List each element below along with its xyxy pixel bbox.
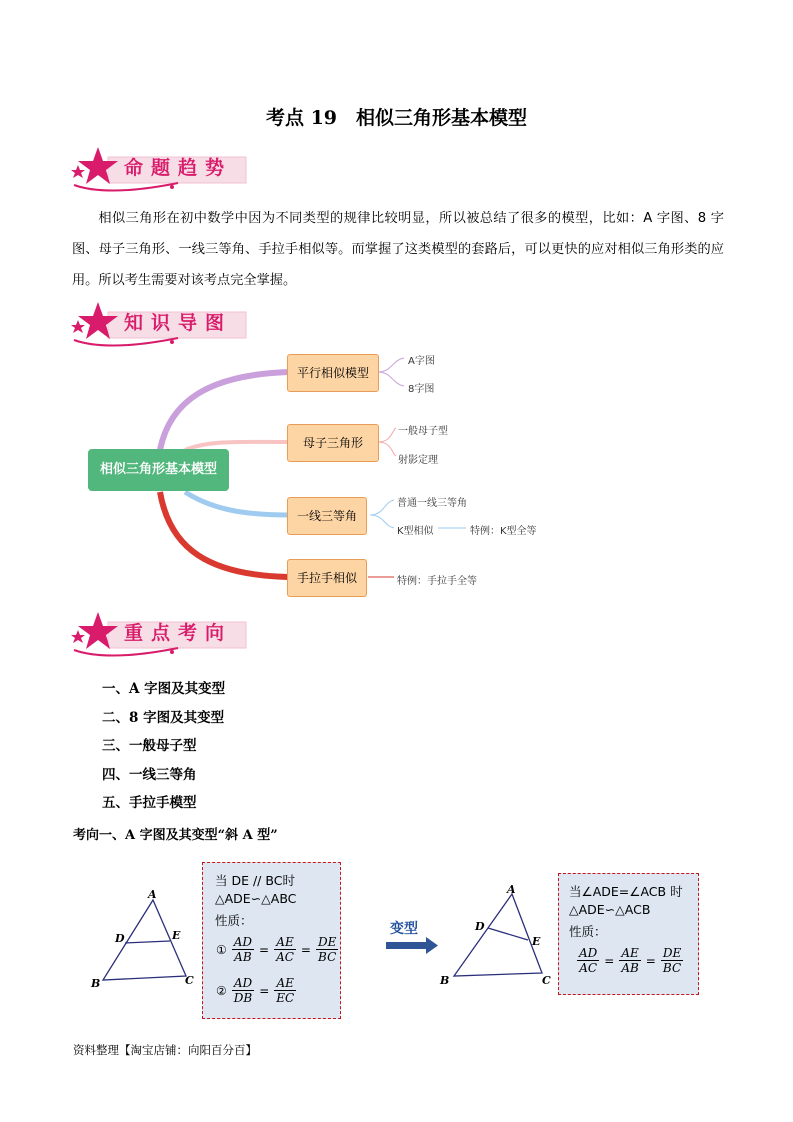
- point-label-e: E: [532, 935, 541, 948]
- intro-paragraph: 相似三角形在初中数学中因为不同类型的规律比较明显，所以被总结了很多的模型，比如：A 字图、8 字图、母子三角形、一线三等角、手拉手相似等。而掌握了这类模型的套路后，可以更快的应对相似三角形类的应用。所以考生需要对该考点完全掌握。: [72, 211, 724, 288]
- circled-number: ①: [216, 942, 227, 957]
- fraction: $\frac{DE}{BC}$: [317, 935, 337, 964]
- footer-note: 资料整理【淘宝店铺：向阳百分百】: [73, 1043, 257, 1057]
- section-title: 知识导图: [124, 312, 233, 334]
- mindmap-branch-three-angles: 一线三等角: [287, 497, 367, 535]
- fraction: $\frac{DE}{BC}$: [662, 946, 682, 975]
- point-label-d: D: [115, 932, 125, 945]
- mindmap-leaf: 特例：手拉手全等: [397, 576, 477, 587]
- mindmap-leaf: 射影定理: [398, 455, 438, 466]
- property-box-angle: [558, 873, 699, 995]
- list-item: 三、一般母子型: [102, 738, 197, 754]
- list-item: 四、一线三等角: [102, 766, 197, 783]
- fraction: $\frac{AE}{EC}$: [276, 976, 295, 1005]
- list-item: 二、8 字图及其变型: [102, 709, 225, 726]
- box-property-label: 性质：: [215, 913, 253, 928]
- page-title: 考点 19 相似三角形基本模型: [265, 107, 528, 129]
- point-label-d: D: [475, 920, 485, 933]
- box-formula-2: ② $\frac{AD}{DB}$ = $\frac{AE}{EC}$: [216, 976, 295, 1005]
- box-property-label: 性质：: [569, 924, 607, 939]
- point-label-e: E: [172, 929, 181, 942]
- point-label-b: B: [91, 977, 101, 990]
- fraction: $\frac{AE}{AB}$: [621, 946, 639, 975]
- arrow-right-icon: [384, 936, 440, 956]
- section-banner-trend: [68, 145, 250, 195]
- section-banner-key: [68, 610, 250, 660]
- triangle-a-diagram: [88, 885, 198, 995]
- point-label-b: B: [440, 974, 450, 987]
- circled-number: ②: [216, 983, 227, 998]
- box-similar: △ADE∽△ACB: [569, 902, 651, 917]
- box-condition: 当 DE // BC时: [215, 873, 295, 888]
- mindmap-leaf: 普通一线三等角: [397, 498, 467, 509]
- mindmap-leaf: 8字图: [408, 384, 435, 395]
- section-title: 命题趋势: [124, 157, 233, 179]
- list-item: 一、A 字图及其变型: [102, 681, 226, 697]
- point-label-c: C: [542, 974, 551, 987]
- fraction: $\frac{AD}{AC}$: [579, 946, 598, 975]
- fraction: $\frac{AD}{AB}$: [233, 935, 253, 964]
- mindmap-branch-parallel: 平行相似模型: [287, 354, 379, 392]
- direction-title: 考向一、A 字图及其变型“斜 A 型”: [73, 828, 278, 843]
- box-formula-1: ① $\frac{AD}{AB}$ = $\frac{AE}{AC}$ = $\frac{DE}{BC}$: [216, 935, 337, 964]
- mindmap-leaf: 特例：K型全等: [470, 526, 537, 537]
- list-item: 五、手拉手模型: [102, 795, 197, 811]
- mindmap-branch-mother-child: 母子三角形: [287, 424, 379, 462]
- transform-label: 变型: [390, 921, 418, 937]
- mindmap-root: 相似三角形基本模型: [88, 449, 229, 491]
- section-title: 重点考向: [124, 622, 233, 644]
- fraction: $\frac{AE}{AC}$: [276, 935, 294, 964]
- point-label-a: A: [507, 883, 516, 896]
- box-condition: 当∠ADE=∠ACB 时: [569, 884, 683, 899]
- box-formula-1: $\frac{AD}{AC}$ = $\frac{AE}{AB}$ = $\frac{DE}{BC}$: [579, 946, 682, 975]
- mindmap-leaf: 一般母子型: [398, 426, 448, 437]
- mindmap-branch-hand-in-hand: 手拉手相似: [287, 559, 367, 597]
- focus-list: [102, 677, 225, 820]
- box-similar: △ADE∽△ABC: [215, 891, 297, 906]
- point-label-c: C: [185, 974, 194, 987]
- triangle-oblique-a-diagram: [436, 880, 556, 990]
- property-box-parallel: [202, 862, 341, 1019]
- mindmap-leaf: A字图: [408, 356, 435, 367]
- mindmap-leaf: K型相似: [397, 526, 434, 537]
- point-label-a: A: [148, 888, 157, 901]
- fraction: $\frac{AD}{DB}$: [233, 976, 253, 1005]
